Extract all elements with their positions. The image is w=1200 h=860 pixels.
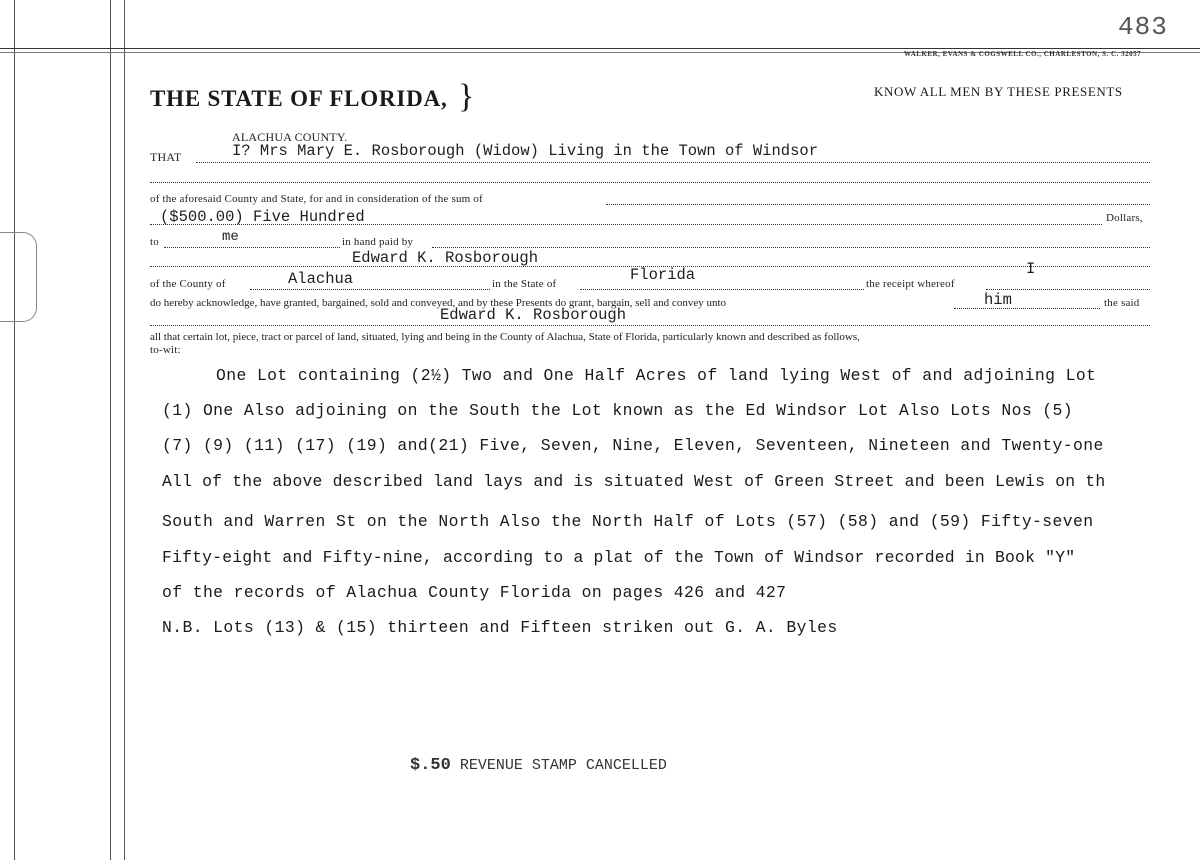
margin-rule [14,0,15,860]
state-of-label: in the State of [492,278,557,290]
fill-line [250,289,490,290]
county-of-label: of the County of [150,278,226,290]
fill-line [164,247,340,248]
description-line: South and Warren St on the North Also the North Half of Lots (57) (58) and (59) Fifty-seven [162,512,1094,531]
that-label: THAT [150,150,182,164]
county-label: ALACHUA COUNTY. [232,130,348,144]
receipt-label: the receipt whereof [866,278,955,290]
stamp-amount: $.50 [410,756,451,775]
aforesaid-text: of the aforesaid County and State, for and in consideration of the sum of [150,193,483,205]
paid-by-label: in hand paid by [342,236,414,248]
brace-mark: } [458,78,475,115]
fill-line [150,224,1102,225]
revenue-stamp-note [410,756,667,775]
to-label: to [150,236,159,248]
printer-imprint: WALKER, EVANS & COGSWELL CO., CHARLESTON, S. C. 32057 [904,50,1142,58]
paid-by-text: Edward K. Rosborough [352,249,539,267]
stamp-text: REVENUE STAMP CANCELLED [459,757,667,774]
description-line: (7) (9) (11) (17) (19) and(21) Five, Seven, Nine, Eleven, Seventeen, Nineteen and Twenty-one [162,436,1104,455]
to-wit-label: to-wit: [150,344,181,356]
binder-hole [0,232,37,322]
county-text: Alachua [288,270,354,288]
page-number: 483 [1118,12,1168,42]
margin-rule [124,0,125,860]
the-said-name: Edward K. Rosborough [440,306,627,324]
do-hereby-text: do hereby acknowledge, have granted, bargained, sold and conveyed, and by these Presents do grant, bargain, sell and convey unto [150,297,727,309]
heading-right: KNOW ALL MEN BY THESE PRESENTS [874,84,1123,99]
fill-line [954,308,1100,309]
receipt-text: I [1026,260,1036,278]
grantor-text: I? Mrs Mary E. Rosborough (Widow) Living in the Town of Windsor [232,142,818,160]
state-text: Florida [630,266,696,284]
fill-line [580,289,864,290]
description-line: All of the above described land lays and is situated West of Green Street and been Lewis on th [162,472,1106,491]
dollars-label: Dollars, [1106,212,1143,224]
unto-text: him [984,291,1012,309]
to-text: me [222,229,239,245]
amount-text: ($500.00) Five Hundred [160,208,365,226]
description-line: N.B. Lots (13) & (15) thirteen and Fifteen striken out G. A. Byles [162,618,838,637]
fill-line [150,325,1150,326]
margin-rule [110,0,111,860]
fill-line [150,182,1150,183]
description-line: Fifty-eight and Fifty-nine, according to a plat of the Town of Windsor recorded in Book "Y" [162,548,1076,567]
fill-line [196,162,1150,163]
description-line: One Lot containing (2½) Two and One Half Acres of land lying West of and adjoining Lot [216,366,1097,385]
all-that-text: all that certain lot, piece, tract or parcel of land, situated, lying and being in the County of Alachua, State of Florida, particularly known and described as follows, [150,331,860,343]
fill-line [432,247,1150,248]
description-line: of the records of Alachua County Florida on pages 426 and 427 [162,583,787,602]
fill-line [606,204,1150,205]
document-heading: THE STATE OF FLORIDA, [150,86,448,111]
description-line: (1) One Also adjoining on the South the Lot known as the Ed Windsor Lot Also Lots Nos (5) [162,401,1074,420]
fill-line [986,289,1150,290]
top-rule [0,48,1200,49]
the-said-label: the said [1104,297,1140,309]
